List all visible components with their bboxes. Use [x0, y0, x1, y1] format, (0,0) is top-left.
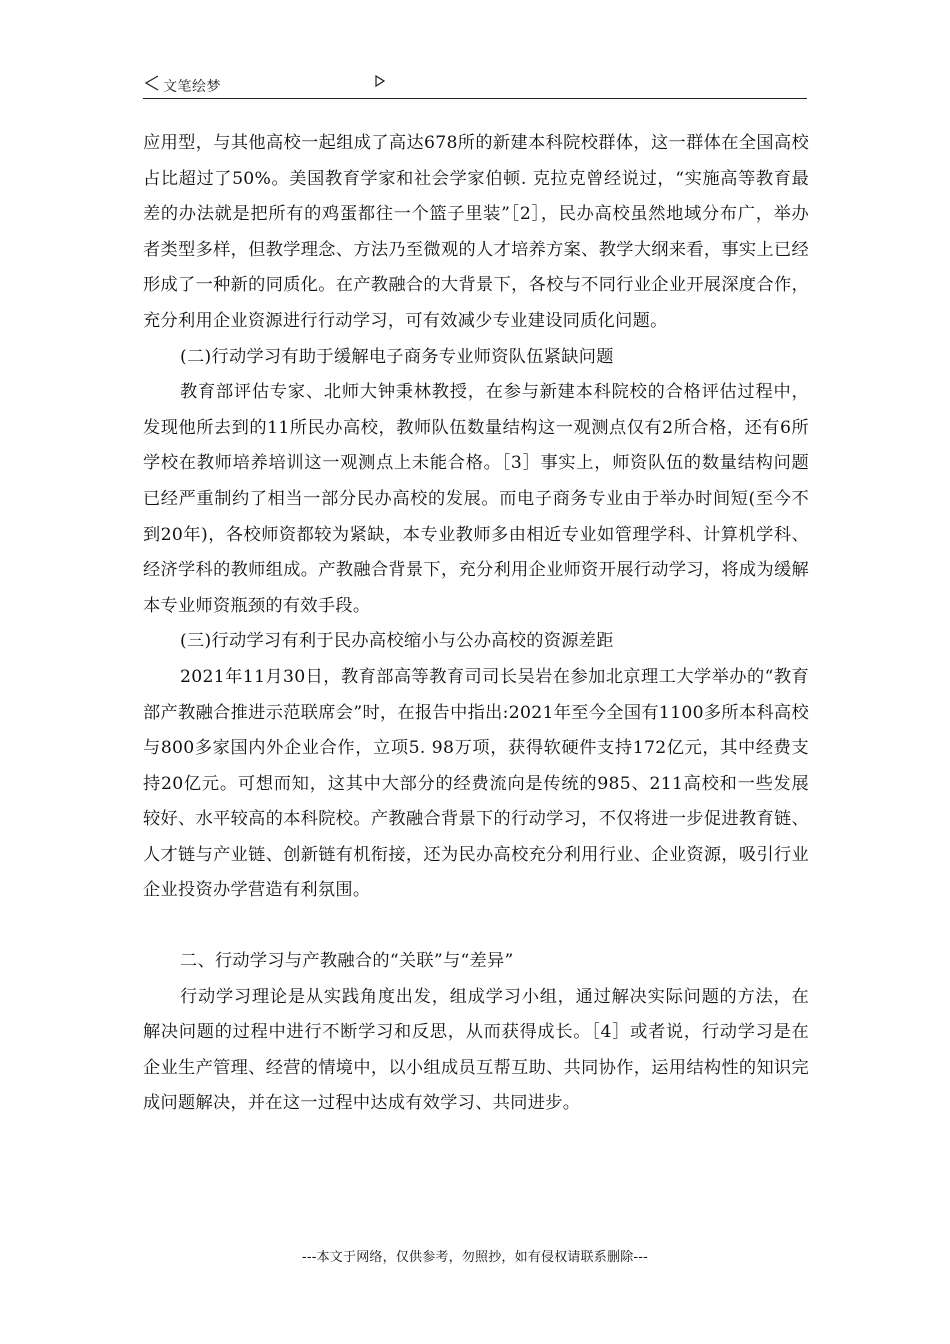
section-heading-2: (二)行动学习有助于缓解电子商务专业师资队伍紧缺问题	[179, 346, 614, 367]
body-paragraph: 教育部评估专家、北师大钟秉林教授，在参与新建本科院校的合格评估过程中，发现他所去到的11所民办高校，教师队伍数量结构这一观测点仅有2所合格，还有6所学校在教师培养培训这一观测点上未能合格。［3］事实上，师资队伍的数量结构问题已经严重制约了相当一部分民办高校的发展。而电子商务专业由于举办时间短(至今不到20年)，各校师资都较为紧缺，本专业教师多由相近专业如管理学科、计算机学科、经济学科的教师组成。产教融合背景下，充分利用企业师资开展行动学习，将成为缓解本专业师资瓶颈的有效手段。	[143, 382, 809, 616]
triangle-right-icon	[375, 75, 385, 87]
header-brand: 文笔绘梦	[163, 79, 221, 95]
document-body	[143, 126, 809, 1122]
body-paragraph-continued: 应用型，与其他高校一起组成了高达678所的新建本科院校群体，这一群体在全国高校占比超过了50%。美国教育学家和社会学家伯顿. 克拉克曾经说过，“实施高等教育最差的办法就是把所有的鸡蛋都往一个篮子里装”［2］，民办高校虽然地域分布广，举办者类型多样，但教学理念、方法乃至微观的人才培养方案、教学大纲来看，事实上已经形成了一种新的同质化。在产教融合的大背景下，各校与不同行业企业开展深度合作，充分利用企业资源进行行动学习，可有效减少专业建设同质化问题。	[143, 133, 809, 331]
chapter-heading: 二、行动学习与产教融合的“关联”与“差异”	[179, 951, 514, 972]
page-footer-notice: ---本文于网络，仅供参考，勿照抄，如有侵权请联系删除---	[301, 1250, 649, 1265]
section-heading-3: (三)行动学习有利于民办高校缩小与公办高校的资源差距	[179, 631, 614, 652]
triangle-left-icon	[145, 75, 159, 91]
body-paragraph: 2021年11月30日，教育部高等教育司司长吴岩在参加北京理工大学举办的“教育部产教融合推进示范联席会”时，在报告中指出:2021年至今全国有1100多所本科高校与800多家国内外企业合作，立项5. 98万项，获得软硬件支持172亿元，其中经费支持20亿元。可想而知，这其中大部分的经费流向是传统的985、211高校和一些发展较好、水平较高的本科院校。产教融合背景下的行动学习，不仅将进一步促进教育链、人才链与产业链、创新链有机衔接，还为民办高校充分利用行业、企业资源，吸引行业企业投资办学营造有利氛围。	[143, 666, 809, 901]
page-header	[143, 72, 807, 99]
body-paragraph: 行动学习理论是从实践角度出发，组成学习小组，通过解决实际问题的方法，在解决问题的过程中进行不断学习和反思，从而获得成长。［4］或者说，行动学习是在企业生产管理、经营的情境中，以小组成员互帮互助、共同协作，运用结构性的知识完成问题解决，并在这一过程中达成有效学习、共同进步。	[143, 986, 809, 1114]
